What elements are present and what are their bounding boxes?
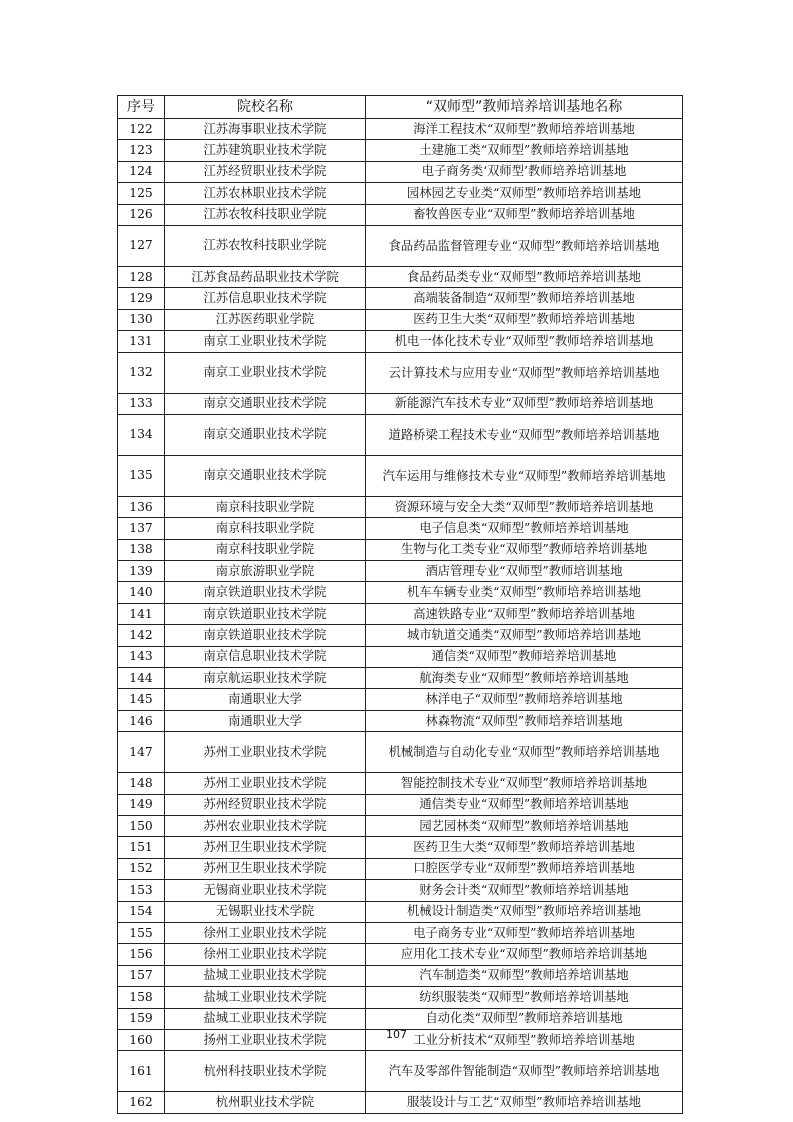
row-index: 154	[118, 901, 165, 922]
row-base-name: 汽车制造类“双师型”教师培养培训基地	[366, 965, 683, 986]
row-base-name: 机械制造与自动化专业“双师型”教师培养培训基地	[366, 732, 683, 773]
row-index: 157	[118, 965, 165, 986]
table-row	[118, 965, 683, 986]
row-index: 156	[118, 944, 165, 965]
row-index: 136	[118, 496, 165, 517]
row-base-name: 服装设计与工艺“双师型”教师培养培训基地	[366, 1092, 683, 1113]
row-school: 苏州农业职业技术学院	[165, 815, 366, 836]
row-school: 江苏农林职业技术学院	[165, 183, 366, 204]
row-index: 145	[118, 689, 165, 710]
row-school: 江苏农牧科技职业学院	[165, 225, 366, 266]
table-row	[118, 582, 683, 603]
row-school: 苏州工业职业技术学院	[165, 773, 366, 794]
row-base-name: 自动化类“双师型”教师培养培训基地	[366, 1008, 683, 1029]
row-school: 苏州卫生职业技术学院	[165, 837, 366, 858]
row-school: 苏州卫生职业技术学院	[165, 858, 366, 879]
table-row	[118, 496, 683, 517]
row-index: 128	[118, 266, 165, 287]
row-index: 129	[118, 288, 165, 309]
row-index: 155	[118, 922, 165, 943]
row-school: 江苏食品药品职业技术学院	[165, 266, 366, 287]
table-row	[118, 689, 683, 710]
row-base-name: 道路桥梁工程技术专业“双师型”教师培养培训基地	[366, 414, 683, 455]
table-row	[118, 266, 683, 287]
row-base-name: 海洋工程技术“双师型”教师培养培训基地	[366, 119, 683, 140]
table-row	[118, 1008, 683, 1029]
row-base-name: 通信类专业“双师型”教师培养培训基地	[366, 794, 683, 815]
table-row	[118, 794, 683, 815]
row-base-name: 通信类“双师型”教师培养培训基地	[366, 646, 683, 667]
row-base-name: 医药卫生大类“双师型”教师培养培训基地	[366, 837, 683, 858]
table-row	[118, 539, 683, 560]
table-row	[118, 204, 683, 225]
row-school: 南京交通职业技术学院	[165, 393, 366, 414]
row-base-name: 电子信息类“双师型”教师培养培训基地	[366, 518, 683, 539]
row-base-name: 园林园艺专业类“双师型”教师培养培训基地	[366, 183, 683, 204]
table-row	[118, 161, 683, 182]
row-base-name: 航海类专业“双师型”教师培养培训基地	[366, 668, 683, 689]
row-base-name: 汽车及零部件智能制造“双师型”教师培养培训基地	[366, 1051, 683, 1092]
table-row	[118, 414, 683, 455]
row-index: 153	[118, 880, 165, 901]
row-base-name: 新能源汽车技术专业“双师型”教师培养培训基地	[366, 393, 683, 414]
row-base-name: 纺织服装类“双师型”教师培养培训基地	[366, 987, 683, 1008]
row-index: 150	[118, 815, 165, 836]
table-row	[118, 646, 683, 667]
row-school: 南京科技职业学院	[165, 518, 366, 539]
table-row	[118, 288, 683, 309]
row-school: 南通职业大学	[165, 689, 366, 710]
table-row	[118, 901, 683, 922]
row-school: 江苏建筑职业技术学院	[165, 140, 366, 161]
row-index: 148	[118, 773, 165, 794]
row-school: 扬州工业职业技术学院	[165, 1029, 366, 1050]
table-row	[118, 309, 683, 330]
row-school: 南京旅游职业学院	[165, 561, 366, 582]
row-index: 131	[118, 331, 165, 352]
row-school: 江苏农牧科技职业学院	[165, 204, 366, 225]
row-index: 125	[118, 183, 165, 204]
row-school: 南京信息职业技术学院	[165, 646, 366, 667]
table-row	[118, 393, 683, 414]
table-row	[118, 140, 683, 161]
row-base-name: 智能控制技术专业“双师型”教师培养培训基地	[366, 773, 683, 794]
table-row	[118, 1092, 683, 1113]
row-school: 江苏医药职业学院	[165, 309, 366, 330]
row-base-name: 资源环境与安全大类“双师型”教师培养培训基地	[366, 496, 683, 517]
table-row	[118, 119, 683, 140]
row-base-name: 高端装备制造“双师型”教师培养培训基地	[366, 288, 683, 309]
row-index: 140	[118, 582, 165, 603]
row-base-name: 医药卫生大类“双师型”教师培养培训基地	[366, 309, 683, 330]
table-body	[118, 119, 683, 1114]
row-school: 南京交通职业技术学院	[165, 414, 366, 455]
table-row	[118, 773, 683, 794]
table-row	[118, 668, 683, 689]
row-school: 盐城工业职业技术学院	[165, 965, 366, 986]
row-school: 苏州工业职业技术学院	[165, 732, 366, 773]
row-base-name: 酒店管理专业“双师型”教师培训基地	[366, 561, 683, 582]
row-index: 143	[118, 646, 165, 667]
row-index: 137	[118, 518, 165, 539]
row-index: 161	[118, 1051, 165, 1092]
row-base-name: 林洋电子“双师型”教师培养培训基地	[366, 689, 683, 710]
row-index: 151	[118, 837, 165, 858]
page-number: 107	[386, 1028, 407, 1041]
row-base-name: 电子商务专业“双师型”教师培养培训基地	[366, 922, 683, 943]
row-base-name: 畜牧兽医专业“双师型”教师培养培训基地	[366, 204, 683, 225]
row-school: 江苏信息职业技术学院	[165, 288, 366, 309]
row-index: 160	[118, 1029, 165, 1050]
row-school: 南京铁道职业技术学院	[165, 625, 366, 646]
header-school: 院校名称	[165, 96, 366, 119]
row-school: 南通职业大学	[165, 710, 366, 731]
row-base-name: 应用化工技术专业“双师型”教师培养培训基地	[366, 944, 683, 965]
row-index: 127	[118, 225, 165, 266]
row-index: 158	[118, 987, 165, 1008]
row-school: 徐州工业职业技术学院	[165, 922, 366, 943]
table-row	[118, 1051, 683, 1092]
table-row	[118, 603, 683, 624]
row-school: 南京科技职业学院	[165, 539, 366, 560]
row-school: 盐城工业职业技术学院	[165, 1008, 366, 1029]
row-index: 147	[118, 732, 165, 773]
row-index: 135	[118, 455, 165, 496]
table-row	[118, 944, 683, 965]
row-school: 南京铁道职业技术学院	[165, 582, 366, 603]
table-row	[118, 880, 683, 901]
table-row	[118, 561, 683, 582]
row-index: 138	[118, 539, 165, 560]
row-index: 134	[118, 414, 165, 455]
row-index: 141	[118, 603, 165, 624]
row-index: 162	[118, 1092, 165, 1113]
row-index: 123	[118, 140, 165, 161]
table-row	[118, 331, 683, 352]
base-list-table	[117, 95, 683, 1114]
row-school: 南京工业职业技术学院	[165, 352, 366, 393]
table-row	[118, 987, 683, 1008]
row-base-name: 汽车运用与维修技术专业“双师型”教师培养培训基地	[366, 455, 683, 496]
row-base-name: 机车车辆专业类“双师型”教师培养培训基地	[366, 582, 683, 603]
row-school: 无锡商业职业技术学院	[165, 880, 366, 901]
row-school: 江苏经贸职业技术学院	[165, 161, 366, 182]
row-school: 徐州工业职业技术学院	[165, 944, 366, 965]
row-index: 152	[118, 858, 165, 879]
table-row	[118, 518, 683, 539]
row-base-name: 财务会计类“双师型”教师培养培训基地	[366, 880, 683, 901]
table-row	[118, 183, 683, 204]
row-index: 144	[118, 668, 165, 689]
table-row	[118, 710, 683, 731]
row-base-name: 云计算技术与应用专业“双师型”教师培养培训基地	[366, 352, 683, 393]
table-row	[118, 732, 683, 773]
table-row	[118, 858, 683, 879]
row-school: 苏州经贸职业技术学院	[165, 794, 366, 815]
table-row	[118, 837, 683, 858]
table-row	[118, 455, 683, 496]
row-index: 133	[118, 393, 165, 414]
header-base: “双师型”教师培养培训基地名称	[366, 96, 683, 119]
row-index: 149	[118, 794, 165, 815]
table-header-row	[118, 96, 683, 119]
row-base-name: 电子商务类‘双师型’教师培养培训基地	[366, 161, 683, 182]
row-base-name: 食品药品类专业“双师型”教师培养培训基地	[366, 266, 683, 287]
table-row	[118, 815, 683, 836]
row-index: 126	[118, 204, 165, 225]
row-school: 杭州科技职业技术学院	[165, 1051, 366, 1092]
row-base-name: 园艺园林类“双师型”教师培养培训基地	[366, 815, 683, 836]
row-base-name: 高速铁路专业“双师型”教师培养培训基地	[366, 603, 683, 624]
row-index: 124	[118, 161, 165, 182]
row-school: 南京航运职业技术学院	[165, 668, 366, 689]
row-school: 南京铁道职业技术学院	[165, 603, 366, 624]
table-row	[118, 225, 683, 266]
row-school: 南京工业职业技术学院	[165, 331, 366, 352]
row-base-name: 机电一体化技术专业“双师型”教师培养培训基地	[366, 331, 683, 352]
row-base-name: 城市轨道交通类“双师型”教师培养培训基地	[366, 625, 683, 646]
row-base-name: 工业分析技术“双师型”教师培养培训基地	[366, 1029, 683, 1050]
row-school: 无锡职业技术学院	[165, 901, 366, 922]
row-base-name: 林森物流“双师型”教师培养培训基地	[366, 710, 683, 731]
row-index: 132	[118, 352, 165, 393]
row-base-name: 食品药品监督管理专业“双师型”教师培养培训基地	[366, 225, 683, 266]
row-school: 南京交通职业技术学院	[165, 455, 366, 496]
table-row	[118, 625, 683, 646]
row-base-name: 机械设计制造类“双师型”教师培养培训基地	[366, 901, 683, 922]
row-school: 杭州职业技术学院	[165, 1092, 366, 1113]
row-index: 139	[118, 561, 165, 582]
row-school: 盐城工业职业技术学院	[165, 987, 366, 1008]
row-index: 146	[118, 710, 165, 731]
row-school: 江苏海事职业技术学院	[165, 119, 366, 140]
table-row	[118, 922, 683, 943]
row-index: 130	[118, 309, 165, 330]
table-row	[118, 352, 683, 393]
row-base-name: 土建施工类“双师型”教师培养培训基地	[366, 140, 683, 161]
row-school: 南京科技职业学院	[165, 496, 366, 517]
row-base-name: 生物与化工类专业“双师型”教师培养培训基地	[366, 539, 683, 560]
row-index: 159	[118, 1008, 165, 1029]
row-index: 122	[118, 119, 165, 140]
row-base-name: 口腔医学专业“双师型”教师培养培训基地	[366, 858, 683, 879]
header-index: 序号	[118, 96, 165, 119]
row-index: 142	[118, 625, 165, 646]
